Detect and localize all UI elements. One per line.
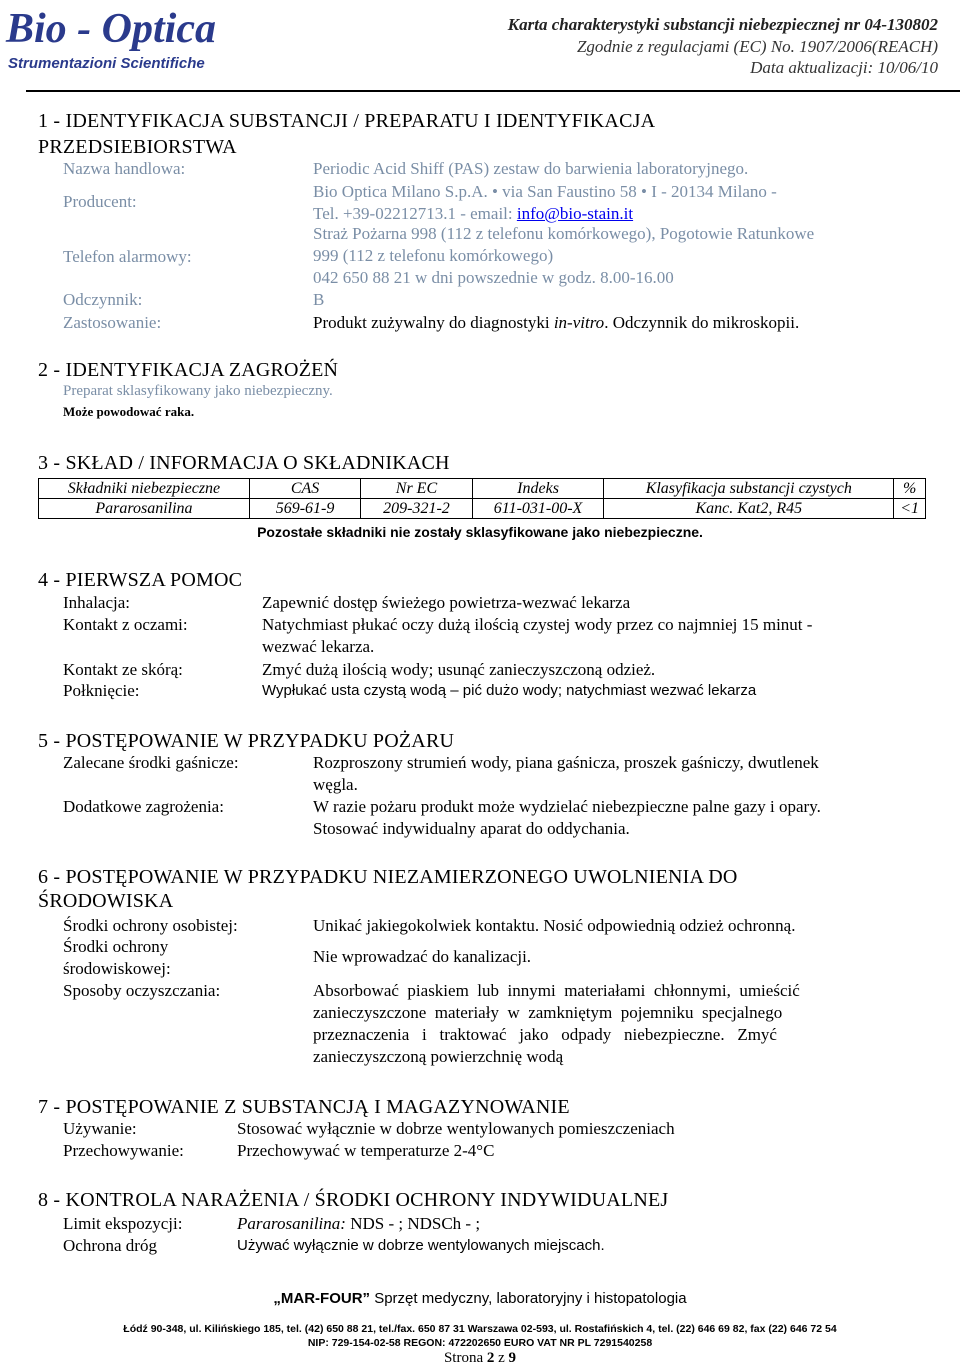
extinguishing-label: Zalecane środki gaśnicze: [63,753,239,772]
composition-table [38,478,926,519]
cell-percent: <1 [894,499,926,519]
handling-label: Używanie: [63,1119,137,1138]
page-number [0,1350,960,1367]
eye-contact-value-1: Natychmiast płukać oczy dużą ilością czystej wody przez co najmniej 15 minut - [262,615,813,634]
exposure-values: NDS - ; NDSCh - ; [345,1214,481,1233]
alarm-line-2: 999 (112 z telefonu komórkowego) [313,246,554,265]
usage-value [313,313,799,333]
section-7-title: 7 - POSTĘPOWANIE Z SUBSTANCJĄ I MAGAZYNOWANIE [38,1096,570,1118]
logo-text: Bio - Optica [6,6,216,52]
eye-contact-value-2: wezwać lekarza. [262,637,375,656]
storage-value: Przechowywać w temperaturze 2-4°C [237,1141,495,1160]
ingestion-value: Wypłukać usta czystą wodą – pić dużo wody; natychmiast wezwać lekarza [262,682,757,699]
page-current: 2 [486,1350,495,1366]
footer-company [0,1290,960,1307]
section-8-title: 8 - KONTROLA NARAŻENIA / ŚRODKI OCHRONY INDYWIDUALNEJ [38,1189,669,1211]
alarm-phone-label: Telefon alarmowy: [63,247,192,266]
personal-protection-label: Środki ochrony osobistej: [63,916,238,935]
footer-address: Łódź 90-348, ul. Kilińskiego 185, tel. (42) 650 88 21, tel./fax. 650 87 31 Warszawa 02-593, ul. Rostafińskich 4, tel. (22) 646 69 82, fax (22) 646 72 54 [123,1323,837,1335]
usage-in-vitro: in-vitro [553,313,605,332]
cell-classification: Kanc. Kat2, R45 [604,499,894,519]
extinguishing-value-1: Rozproszony strumień wody, piana gaśnicza, proszek gaśniczy, dwutlenek [313,753,819,772]
header-index: Indeks [472,479,604,499]
cleanup-value-3: przeznaczenia i traktować jako odpady niebezpieczne. Zmyć [313,1025,777,1044]
footer-registration: NIP: 729-154-02-58 REGON: 472202650 EURO VAT NR PL 7291540258 [307,1337,653,1349]
producer-email-link[interactable]: info@bio-stain.it [516,204,634,223]
cell-cas: 569-61-9 [249,499,360,519]
section-2-title: 2 - IDENTYFIKACJA ZAGROŻEŃ [38,359,339,381]
producer-line-1: Bio Optica Milano S.p.A. • via San Faustino 58 • I - 20134 Milano - [313,182,777,201]
alarm-line-3: 042 650 88 21 w dni powszednie w godz. 8.00-16.00 [313,268,674,287]
extra-hazards-value-2: Stosować indywidualny aparat do oddychania. [313,819,630,838]
respiratory-label: Ochrona dróg [63,1236,157,1255]
cell-ec: 209-321-2 [361,499,473,519]
cleanup-value-2: zanieczyszczone materiały w zamkniętym pojemniku specjalnego [313,1003,783,1022]
table-header-row [39,479,926,499]
logo-subtitle: Strumentazioni Scientifiche [8,55,205,72]
reagent-value: B [313,290,325,309]
exposure-substance: Pararosanilina: [237,1214,346,1233]
page-separator: z [494,1350,509,1366]
env-protection-value: Nie wprowadzać do kanalizacji. [313,947,532,966]
handling-value: Stosować wyłącznie w dobrze wentylowanych pomieszczeniach [237,1119,675,1138]
cell-index: 611-031-00-X [472,499,604,519]
regulation-note: Zgodnie z regulacjami (EC) No. 1907/2006(REACH) [576,37,938,56]
header-percent: % [894,479,926,499]
extra-hazards-label: Dodatkowe zagrożenia: [63,797,224,816]
section-3-title: 3 - SKŁAD / INFORMACJA O SKŁADNIKACH [38,452,450,474]
extra-hazards-value-1: W razie pożaru produkt może wydzielać niebezpieczne palne gazy i opary. [313,797,821,816]
trade-name-label: Nazwa handlowa: [63,159,186,178]
update-date: Data aktualizacji: 10/06/10 [750,58,938,77]
usage-text: Produkt zużywalny do diagnostyki [313,313,554,332]
header-cas: CAS [249,479,360,499]
trade-name-value: Periodic Acid Shiff (PAS) zestaw do barwienia laboratoryjnego. [313,159,749,178]
eye-contact-label: Kontakt z oczami: [63,615,188,634]
table-row [39,499,926,519]
header-classification: Klasyfikacja substancji czystych [604,479,894,499]
section-1-title: 1 - IDENTYFIKACJA SUBSTANCJI / PREPARATU I IDENTYFIKACJA PRZEDSIEBIORSTWA [38,110,655,158]
usage-label: Zastosowanie: [63,313,162,332]
storage-label: Przechowywanie: [63,1141,184,1160]
header-divider [26,90,960,92]
company-description: Sprzęt medyczny, laboratoryjny i histopatologia [370,1290,687,1307]
inhalation-label: Inhalacja: [63,593,131,612]
document-title: Karta charakterystyki substancji niebezpiecznej nr 04-130802 [507,15,938,34]
cleanup-value-1: Absorbować piaskiem lub innymi materiałami chłonnymi, umieścić [313,981,800,1000]
section-5-title: 5 - POSTĘPOWANIE W PRZYPADKU POŻARU [38,730,455,752]
classification-note: Preparat sklasyfikowany jako niebezpieczny. [63,383,333,399]
skin-contact-value: Zmyć dużą ilością wody; usunąć zanieczyszczoną odzież. [262,660,656,679]
composition-note: Pozostałe składniki nie zostały sklasyfikowane jako niebezpieczne. [257,524,703,540]
producer-label: Producent: [63,192,137,211]
producer-line-2 [313,204,633,224]
header-ingredient: Składniki niebezpieczne [39,479,250,499]
hazard-statement: Może powodować raka. [63,404,195,419]
usage-text-end: . Odczynnik do mikroskopii. [604,313,800,332]
exposure-limit-value [237,1214,480,1234]
skin-contact-label: Kontakt ze skórą: [63,660,183,679]
exposure-limit-label: Limit ekspozycji: [63,1214,183,1233]
extinguishing-value-2: węgla. [313,775,358,794]
personal-protection-value: Unikać jakiegokolwiek kontaktu. Nosić odpowiednią odzież ochronną. [313,916,796,935]
cleanup-value-4: zanieczyszczoną powierzchnię wodą [313,1047,564,1066]
cleanup-label: Sposoby oczyszczania: [63,981,221,1000]
section-4-title: 4 - PIERWSZA POMOC [38,569,243,591]
section-6-title-2: ŚRODOWISKA [38,890,174,912]
inhalation-value: Zapewnić dostęp świeżego powietrza-wezwać lekarza [262,593,631,612]
header-ec: Nr EC [361,479,473,499]
alarm-line-1: Straż Pożarna 998 (112 z telefonu komórkowego), Pogotowie Ratunkowe [313,224,815,243]
env-protection-label-2: środowiskowej: [63,959,171,978]
producer-phone: Tel. +39-02212713.1 - email: [313,204,517,223]
page-label: Strona [443,1350,487,1366]
reagent-label: Odczynnik: [63,290,143,309]
section-6-title-1: 6 - POSTĘPOWANIE W PRZYPADKU NIEZAMIERZONEGO UWOLNIENIA DO [38,866,738,888]
bio-optica-logo [4,4,274,74]
company-name: „MAR-FOUR” [273,1290,371,1307]
cell-ingredient: Pararosanilina [39,499,250,519]
env-protection-label-1: Środki ochrony [63,937,169,956]
respiratory-value: Używać wyłącznie w dobrze wentylowanych miejscach. [237,1237,605,1254]
ingestion-label: Połknięcie: [63,681,140,700]
page-total: 9 [508,1350,517,1366]
